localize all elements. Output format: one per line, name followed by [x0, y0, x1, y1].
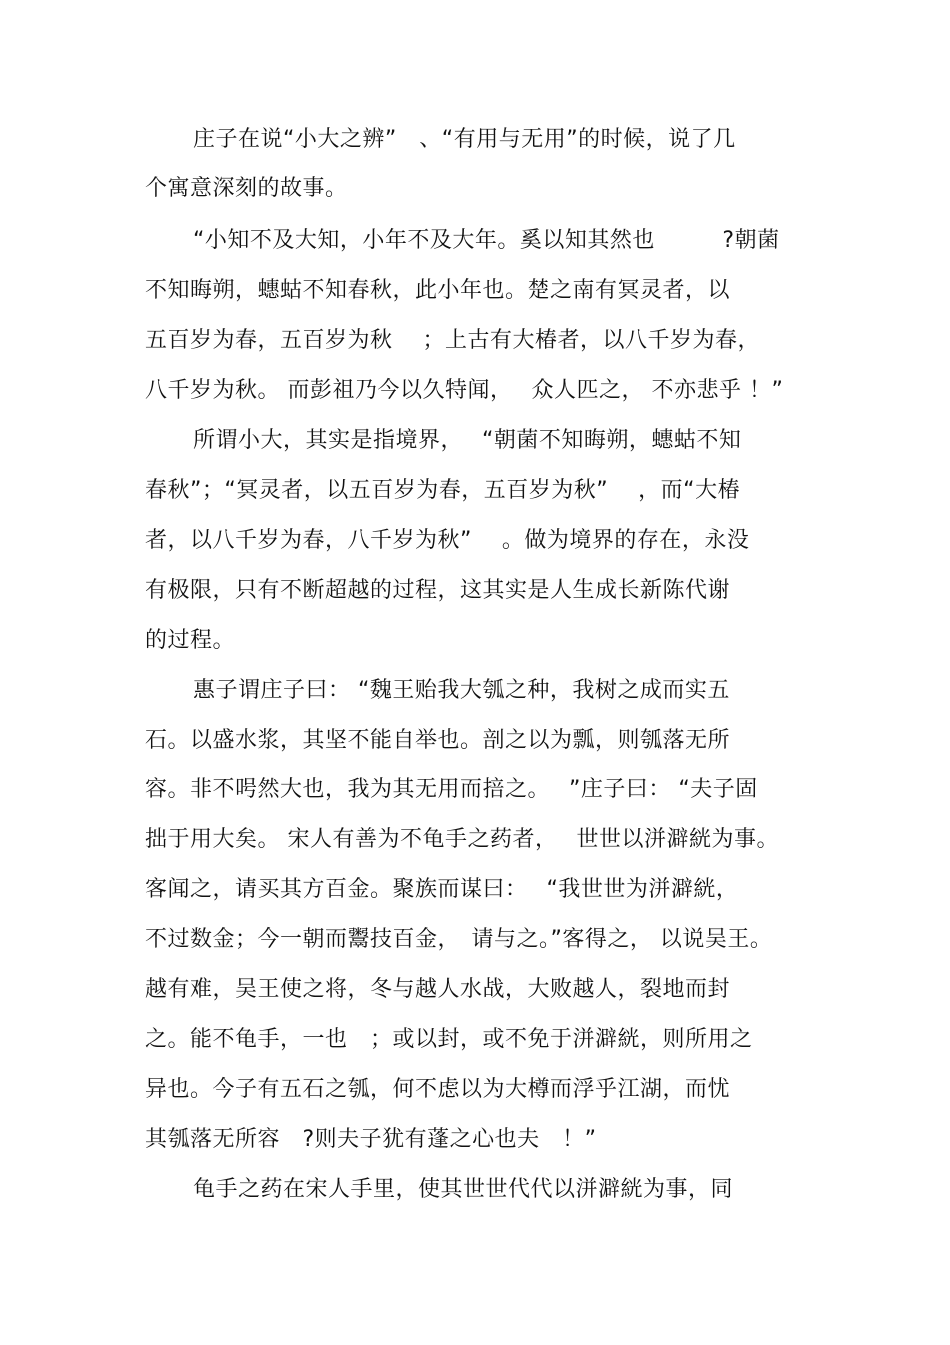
text-line: 石。以盛水浆，其坚不能自举也。剖之以为瓢，则瓠落无所 — [145, 728, 731, 753]
text-line: 惠子谓庄子曰： “魏王贻我大瓠之种，我树之成而实五 — [193, 678, 730, 703]
text-line: 所谓小大，其实是指境界， “朝菌不知晦朔，蟪蛄不知 — [193, 428, 742, 453]
text-line: 春秋”；“冥灵者，以五百岁为春，五百岁为秋” ，而“大椿 — [145, 478, 741, 503]
text-line: 容。非不呺然大也，我为其无用而掊之。 ”庄子曰： “夫子固 — [145, 777, 758, 802]
text-line: 不知晦朔，蟪蛄不知春秋，此小年也。楚之南有冥灵者，以 — [145, 278, 731, 303]
text-line: “小知不及大知，小年不及大年。奚以知其然也 ?朝菌 — [193, 228, 780, 253]
text-line: 之。能不龟手，一也 ；或以封，或不免于洴澼絖，则所用之 — [145, 1027, 753, 1052]
text-line: 异也。今子有五石之瓠，何不虑以为大樽而浮乎江湖，而忧 — [145, 1077, 731, 1102]
text-line: 八千岁为秋。 而彭祖乃今以久特闻， 众人匹之， 不亦悲乎 ！” — [145, 378, 784, 403]
text-line: 庄子在说“小大之辨” 、“有用与无用”的时候，说了几 — [193, 127, 736, 152]
text-line: 其瓠落无所容 ?则夫子犹有蓬之心也夫 ！” — [145, 1127, 597, 1152]
text-line: 拙于用大矣。 宋人有善为不龟手之药者， 世世以洴澼絖为事。 — [145, 827, 779, 852]
text-line: 的过程。 — [145, 628, 236, 653]
text-line: 个寓意深刻的故事。 — [145, 176, 348, 201]
text-line: 不过数金；今一朝而鬻技百金， 请与之。”客得之， 以说吴王。 — [145, 927, 773, 952]
text-line: 五百岁为春，五百岁为秋 ；上古有大椿者，以八千岁为春， — [145, 328, 760, 353]
text-line: 越有难，吴王使之将，冬与越人水战，大败越人，裂地而封 — [145, 977, 731, 1002]
text-line: 龟手之药在宋人手里，使其世世代代以洴澼絖为事，同 — [193, 1177, 734, 1202]
text-line: 者，以八千岁为春，八千岁为秋” 。做为境界的存在，永没 — [145, 528, 750, 553]
text-line: 客闻之，请买其方百金。聚族而谋曰： “我世世为洴澼絖， — [145, 877, 739, 902]
text-line: 有极限，只有不断超越的过程，这其实是人生成长新陈代谢 — [145, 578, 731, 603]
